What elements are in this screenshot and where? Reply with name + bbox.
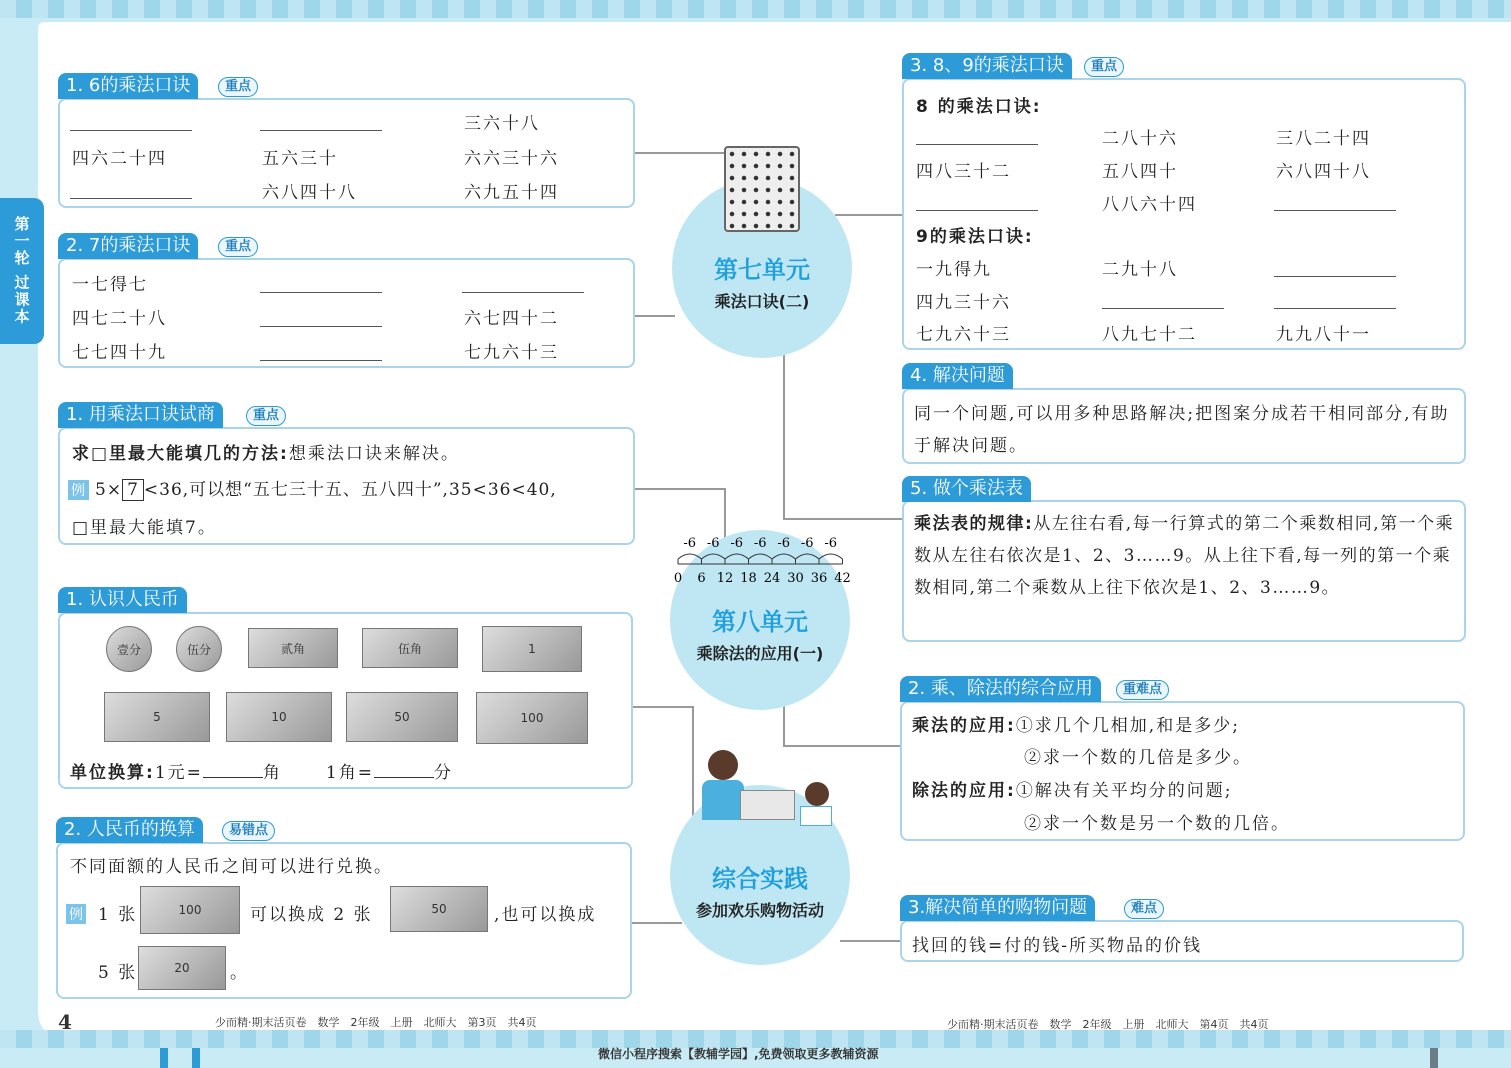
- answer-blank[interactable]: [1274, 308, 1396, 309]
- example-text: <36,可以想“五七三十五、五八四十”,35<36<40,: [143, 480, 557, 500]
- mul-item: ②求一个数的几倍是多少。: [1024, 748, 1252, 768]
- table-box: [902, 500, 1466, 642]
- rhyme: 七九六十三: [916, 325, 1011, 345]
- rhyme: 四七二十八: [72, 309, 167, 329]
- key-difficulty-tag: 重难点: [1116, 680, 1169, 700]
- example-text: 5×: [95, 480, 123, 500]
- rhyme: 六七四十二: [464, 309, 559, 329]
- trial-method-text: 想乘法口诀来解决。: [288, 444, 460, 464]
- practice-title: 综合实践: [712, 865, 808, 893]
- connector: [835, 214, 903, 216]
- tick-label: 6: [697, 571, 706, 585]
- solve-header: 4. 解决问题: [902, 363, 1013, 389]
- coin-1-fen: 壹分: [106, 626, 152, 672]
- tick-label: 12: [716, 571, 734, 585]
- key-point-tag: 重点: [1084, 57, 1124, 77]
- mul-label: 乘法的应用:: [912, 716, 1016, 736]
- rmb-header: 1. 认识人民币: [58, 587, 187, 613]
- exchange-text: ,也可以换成: [494, 905, 597, 925]
- section-6-box: [58, 98, 635, 208]
- shop-box: [900, 920, 1464, 962]
- footer-right: 少而精·期末活页卷 数学 2年级 上册 北师大 第4页 共4页: [947, 1018, 1269, 1031]
- apply-header: 2. 乘、除法的综合应用: [900, 676, 1101, 702]
- trial-box: [58, 427, 635, 545]
- note-100-yuan: 100: [476, 692, 588, 744]
- tick-label: 0: [673, 571, 683, 585]
- answer-blank[interactable]: [462, 292, 584, 293]
- note-100-yuan: 100: [140, 886, 240, 934]
- rhyme: 二九十八: [1102, 260, 1178, 280]
- rhyme: 九九八十一: [1276, 325, 1371, 345]
- rhyme: 五六三十: [262, 149, 338, 169]
- section-6-header: 1. 6的乘法口诀: [58, 73, 198, 99]
- exchange-text: 可以换成 2 张: [250, 905, 373, 925]
- rhyme: 一七得七: [72, 275, 148, 295]
- connector: [632, 706, 694, 708]
- rhyme: 四九三十六: [916, 293, 1011, 313]
- jump-arc: [749, 554, 773, 559]
- table-rule-label: 乘法表的规律:: [914, 514, 1034, 534]
- jump-arc: [725, 554, 749, 559]
- jump-label: -6: [777, 536, 791, 551]
- jump-label: -6: [683, 536, 697, 551]
- note-50-yuan: 50: [390, 886, 488, 932]
- connector: [635, 315, 675, 317]
- connector: [692, 706, 694, 816]
- edge-mark: [160, 1048, 168, 1068]
- practice-subtitle: 参加欢乐购物活动: [695, 901, 824, 920]
- note-20-yuan: 20: [138, 946, 226, 990]
- unit7-title: 第七单元: [714, 256, 810, 284]
- key-point-tag: 重点: [246, 406, 286, 426]
- tick-label: 18: [740, 571, 757, 585]
- rhyme: 四八三十二: [916, 162, 1011, 182]
- jump-arc: [702, 554, 726, 559]
- exchange-text: 。: [230, 963, 249, 983]
- rhyme: 二八十六: [1102, 129, 1178, 149]
- rhyme: 一九得九: [916, 260, 992, 280]
- tick-label: 24: [763, 571, 781, 585]
- exchange-text: 1 张: [98, 905, 138, 925]
- connector: [635, 152, 725, 154]
- footer-left: 少而精·期末活页卷 数学 2年级 上册 北师大 第3页 共4页: [215, 1016, 537, 1029]
- answer-blank[interactable]: [70, 198, 192, 199]
- note-50-yuan: 50: [346, 692, 458, 742]
- label-9: 9的乘法口诀:: [916, 227, 1034, 247]
- example-conclusion: □里最大能填7。: [72, 518, 217, 538]
- answer-blank[interactable]: [203, 777, 263, 778]
- difficulty-tag: 难点: [1124, 899, 1164, 919]
- rhyme: 六九五十四: [464, 183, 559, 203]
- exchange-text: 不同面额的人民币之间可以进行兑换。: [70, 857, 393, 877]
- jump-arc: [678, 554, 702, 559]
- page-number: 4: [58, 1010, 72, 1034]
- rhyme: 三六十八: [464, 114, 540, 134]
- answer-blank[interactable]: [1274, 210, 1396, 211]
- connector: [635, 488, 725, 490]
- table-rule-text: 从左往右看,每一行算式的第二个乘数相同,第一个乘数从左往右依次是1、2、3……9。从上往下看,每一列的第一个乘数相同,第二个乘数从上往下依次是1、2、3……9。: [914, 514, 1455, 598]
- jump-label: -6: [800, 536, 814, 551]
- div-item: ①解决有关平均分的问题;: [1015, 781, 1233, 801]
- answer-blank[interactable]: [916, 144, 1038, 145]
- dot-array-icon: [724, 146, 800, 232]
- connector: [840, 940, 902, 942]
- trial-method-label: 求□里最大能填几的方法:: [72, 444, 289, 464]
- tick-label: 36: [810, 571, 828, 585]
- jump-label: -6: [730, 536, 744, 551]
- div-item: ②求一个数是另一个数的几倍。: [1024, 814, 1290, 834]
- shop-header: 3.解决简单的购物问题: [900, 895, 1095, 921]
- key-point-tag: 重点: [218, 237, 258, 257]
- exchange-text: 5 张: [98, 963, 138, 983]
- solve-text: 同一个问题,可以用多种思路解决;把图案分成若干相同部分,有助于解决问题。: [914, 404, 1450, 456]
- jump-arc: [819, 554, 843, 559]
- answer-blank[interactable]: [374, 777, 434, 778]
- tick-label: 30: [787, 571, 804, 585]
- solve-box: [902, 388, 1466, 464]
- trial-header: 1. 用乘法口诀试商: [58, 402, 223, 428]
- unit8-subtitle: 乘除法的应用(一): [696, 644, 824, 663]
- note-10-yuan: 10: [226, 692, 332, 742]
- key-point-tag: 重点: [218, 77, 258, 97]
- rhyme: 五八四十: [1102, 162, 1178, 182]
- mul-item: ①求几个几相加,和是多少;: [1015, 716, 1240, 736]
- answer-blank[interactable]: [1102, 308, 1224, 309]
- div-label: 除法的应用:: [912, 781, 1016, 801]
- answer-blank[interactable]: [70, 130, 192, 131]
- example-label: 例: [66, 904, 86, 924]
- answer-blank[interactable]: [916, 210, 1038, 211]
- rhyme: 六八四十八: [1276, 162, 1371, 182]
- jump-arc: [772, 554, 796, 559]
- rhyme: 八九七十二: [1102, 325, 1197, 345]
- number-line: [670, 535, 855, 585]
- rhyme: 六六三十六: [464, 149, 559, 169]
- jump-label: -6: [824, 536, 838, 551]
- shopping-illustration: [700, 750, 840, 820]
- section-89-header: 3. 8、9的乘法口诀: [902, 53, 1072, 79]
- exchange-header: 2. 人民币的换算: [56, 817, 203, 843]
- note-5-yuan: 5: [104, 692, 210, 742]
- section-89-box: [902, 78, 1466, 350]
- jump-arc: [796, 554, 820, 559]
- error-prone-tag: 易错点: [222, 821, 275, 841]
- rmb-box: [58, 612, 633, 789]
- rhyme: 七七四十九: [72, 343, 167, 363]
- rhyme: 八八六十四: [1102, 195, 1197, 215]
- table-header: 5. 做个乘法表: [902, 476, 1031, 502]
- answer-blank[interactable]: [260, 360, 382, 361]
- answer-blank[interactable]: [1274, 276, 1396, 277]
- unit7-subtitle: 乘法口诀(二): [714, 292, 810, 311]
- edge-mark: [1430, 1048, 1438, 1068]
- section-7-box: [58, 258, 635, 368]
- section-7-header: 2. 7的乘法口诀: [58, 233, 198, 259]
- answer-blank[interactable]: [260, 326, 382, 327]
- answer-box: 7: [122, 479, 144, 501]
- rhyme: 三八二十四: [1276, 129, 1371, 149]
- answer-blank[interactable]: [260, 130, 382, 131]
- rhyme: 七九六十三: [464, 343, 559, 363]
- connector: [783, 745, 903, 747]
- note-2-jiao: 贰角: [248, 628, 338, 668]
- conversion-b: 1角=: [325, 763, 374, 783]
- connector: [783, 518, 903, 520]
- footer-promo: 微信小程序搜索【教辅学园】,免费领取更多教辅资源: [598, 1047, 879, 1061]
- coin-5-fen: 伍分: [176, 626, 222, 672]
- apply-box: [900, 701, 1465, 841]
- shop-text: 找回的钱=付的钱-所买物品的价钱: [912, 936, 1202, 956]
- side-tab: 第一轮 过课本: [0, 198, 44, 344]
- unit8-title: 第八单元: [712, 608, 808, 636]
- tick-label: 42: [834, 571, 851, 585]
- conversion-a: 1元=: [154, 763, 203, 783]
- connector: [724, 488, 726, 538]
- answer-blank[interactable]: [260, 292, 382, 293]
- connector: [783, 350, 785, 520]
- rhyme: 六八四十八: [262, 183, 357, 203]
- note-5-jiao: 伍角: [362, 628, 458, 668]
- conversion-label: 单位换算:: [70, 763, 155, 783]
- example-label: 例: [68, 480, 89, 500]
- exchange-box: [56, 842, 632, 999]
- note-1-yuan: 1: [482, 626, 582, 672]
- connector: [632, 922, 682, 924]
- unit: 角: [262, 763, 282, 783]
- jump-label: -6: [753, 536, 767, 551]
- jump-label: -6: [706, 536, 720, 551]
- edge-mark: [192, 1048, 200, 1068]
- unit: 分: [433, 763, 453, 783]
- top-wave-border: [0, 0, 1511, 18]
- rhyme: 四六二十四: [72, 149, 167, 169]
- label-8: 8 的乘法口诀:: [916, 97, 1042, 117]
